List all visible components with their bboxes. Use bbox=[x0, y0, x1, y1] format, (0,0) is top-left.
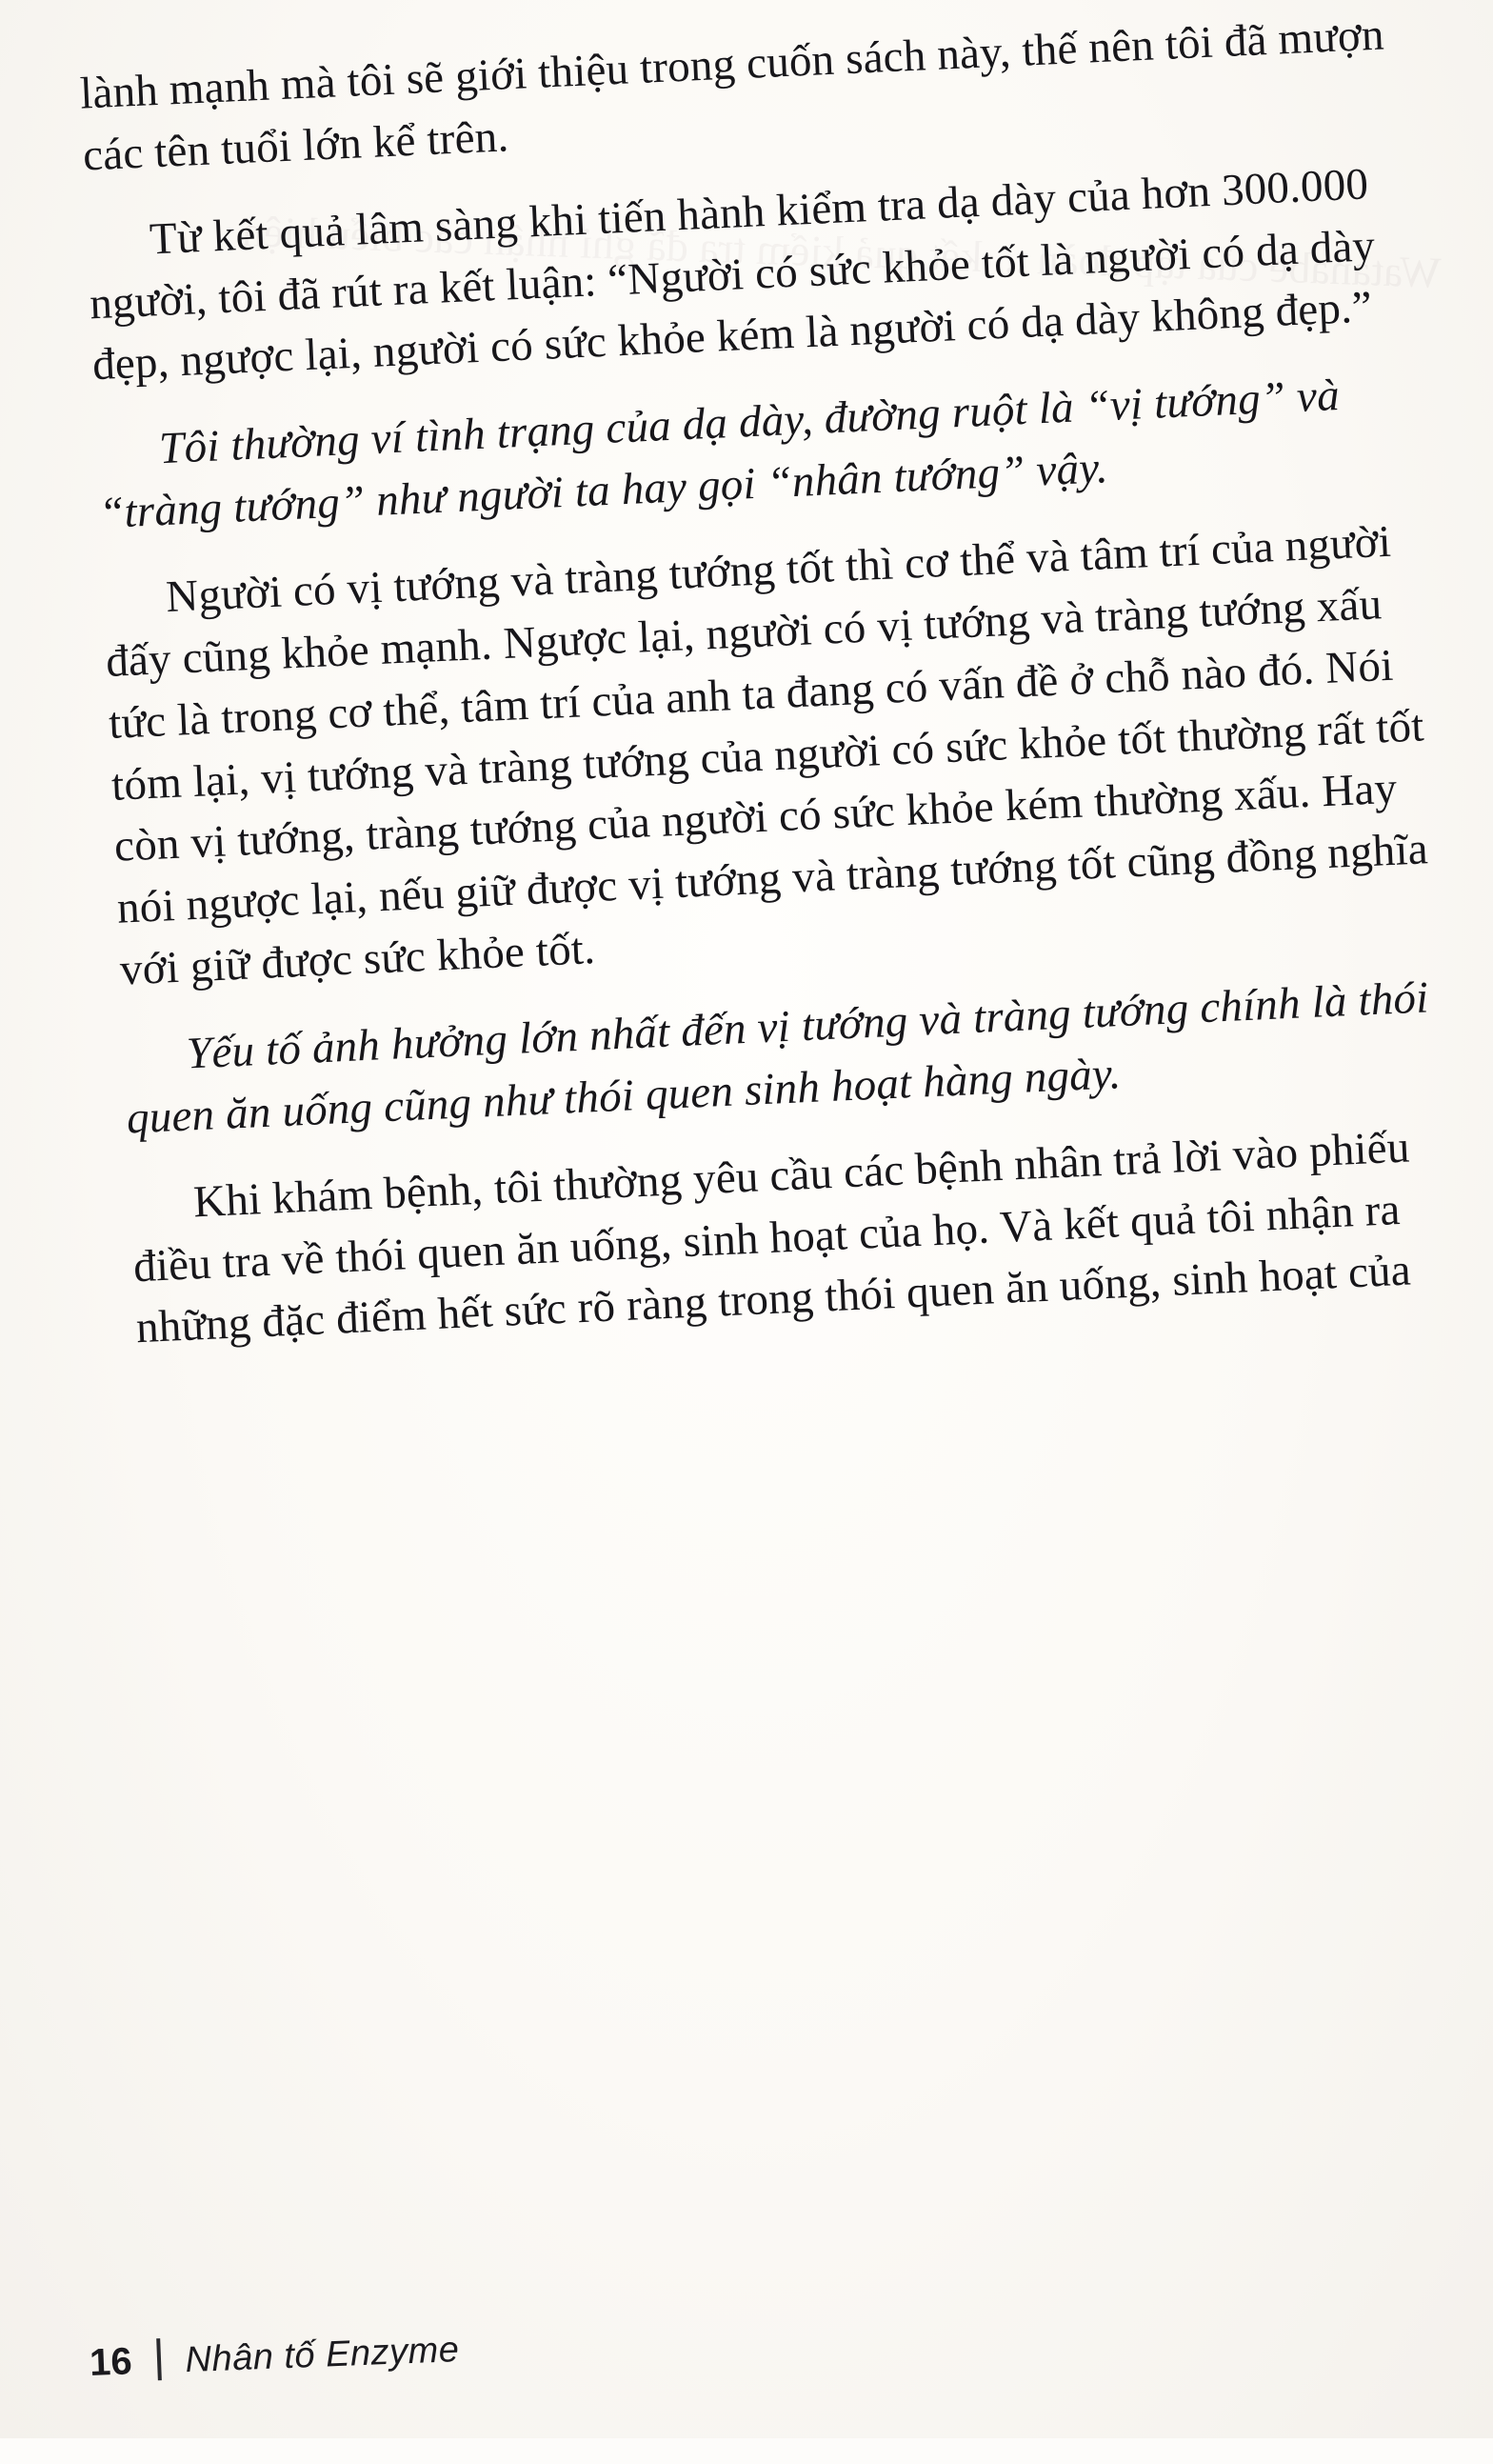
paragraph-2: Từ kết quả lâm sàng khi tiến hành kiểm tra dạ dày của hơn 300.000 người, tôi đã rút ra kết luận: “Người có sức khỏe tốt là người có dạ dày đẹp, ngược lại, người có sức khỏe kém là người có dạ dày không đẹp.” bbox=[89, 159, 1377, 391]
paragraph-6: Khi khám bệnh, tôi thường yêu cầu các bệnh nhân trả lời vào phiếu điều tra về thói quen ăn uống, sinh hoạt của họ. Và kết quả tôi nhận ra những đặc điểm hết sức rõ ràng trong thói quen ăn uống, sinh hoạt của bbox=[131, 1122, 1412, 1353]
page-number: 16 bbox=[89, 2340, 133, 2385]
paragraph-3: Tôi thường ví tình trạng của dạ dày, đường ruột là “vị tướng” và “tràng tướng” như người ta hay gọi “nhân tướng” vậy. bbox=[98, 371, 1341, 539]
paragraph-4: Người có vị tướng và tràng tướng tốt thì cơ thể và tâm trí của người đấy cũng khỏe mạnh. Ngược lại, người có vị tướng và tràng tướng xấu tức là trong cơ thể, tâm trí của anh ta đang có vấn đề ở chỗ nào đó. Nói tóm lại, vị tướng và tràng tướng của người có sức khỏe tốt thường rất tốt còn vị tướng, tràng tướng của người có sức khỏe kém thường xấu. Hay nói ngược lại, nếu giữ được vị tướng và tràng tướng tốt cũng đồng nghĩa với giữ được sức khỏe tốt. bbox=[105, 516, 1429, 995]
footer-divider bbox=[156, 2338, 162, 2380]
paragraph-1: lành mạnh mà tôi sẽ giới thiệu trong cuốn sách này, thế nên tôi đã mượn các tên tuổi lớn kể trên. bbox=[79, 10, 1385, 181]
paragraph-5: Yếu tố ảnh hưởng lớn nhất đến vị tướng và tràng tướng chính là thói quen ăn uống cũng như thói quen sinh hoạt hàng ngày. bbox=[125, 972, 1430, 1144]
page-text-body bbox=[79, 3, 1472, 1360]
running-title: Nhân tố Enzyme bbox=[184, 2330, 461, 2381]
